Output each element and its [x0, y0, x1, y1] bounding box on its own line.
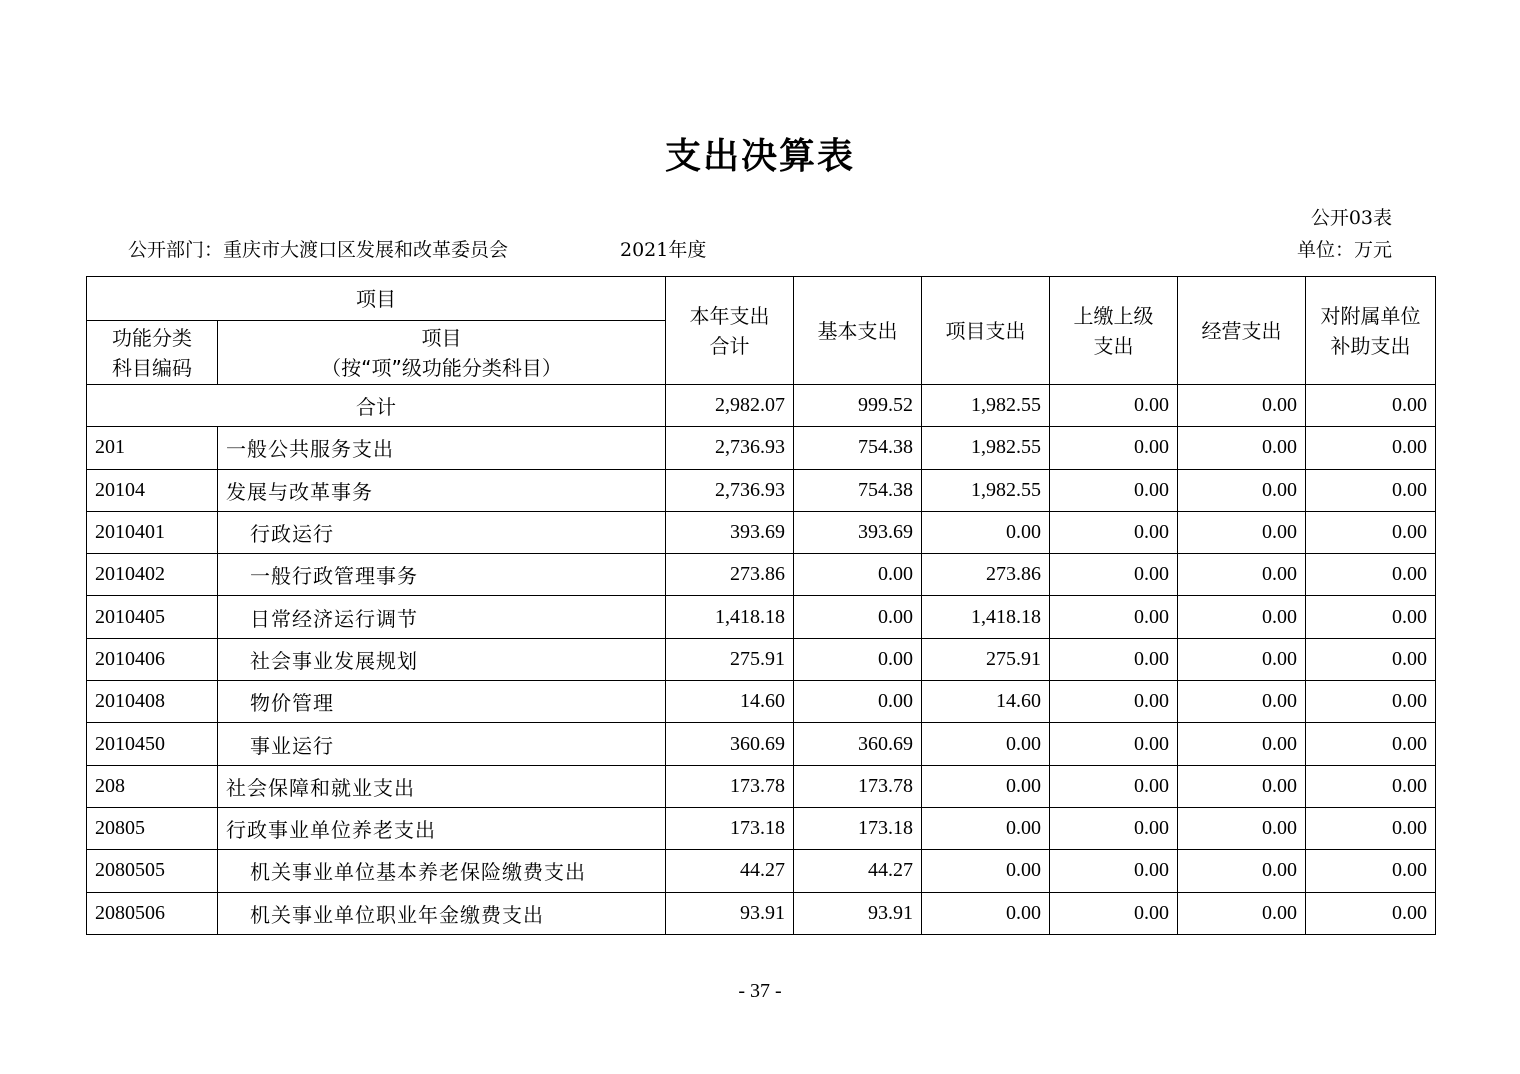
row-value: 2,736.93 [666, 427, 794, 469]
row-value: 0.00 [1050, 469, 1178, 511]
table-row [87, 765, 1436, 807]
row-name: 事业运行 [218, 723, 666, 765]
row-value: 0.00 [922, 850, 1050, 892]
header-project-group: 项目 [87, 277, 666, 321]
row-value: 0.00 [1178, 554, 1306, 596]
table-row [87, 681, 1436, 723]
row-value: 0.00 [1050, 892, 1178, 934]
row-code: 2010450 [87, 723, 218, 765]
row-value: 0.00 [1178, 596, 1306, 638]
row-value: 44.27 [666, 850, 794, 892]
row-code: 2010406 [87, 638, 218, 680]
table-row [87, 511, 1436, 553]
row-value: 0.00 [1178, 469, 1306, 511]
row-value: 0.00 [1050, 807, 1178, 849]
row-code: 20805 [87, 807, 218, 849]
row-value: 0.00 [1178, 850, 1306, 892]
row-value: 754.38 [794, 427, 922, 469]
row-value: 393.69 [794, 511, 922, 553]
row-value: 1,418.18 [666, 596, 794, 638]
row-value: 0.00 [1306, 638, 1436, 680]
row-name: 社会事业发展规划 [218, 638, 666, 680]
header-basic: 基本支出 [794, 277, 922, 385]
row-value: 0.00 [1050, 723, 1178, 765]
total-value: 0.00 [1306, 385, 1436, 427]
row-value: 0.00 [1306, 554, 1436, 596]
row-value: 44.27 [794, 850, 922, 892]
row-name: 物价管理 [218, 681, 666, 723]
row-value: 93.91 [666, 892, 794, 934]
unit-label: 单位：万元 [1296, 239, 1392, 261]
header-upper: 上缴上级 支出 [1050, 277, 1178, 385]
row-value: 0.00 [1306, 596, 1436, 638]
row-value: 14.60 [922, 681, 1050, 723]
row-code: 2080505 [87, 850, 218, 892]
row-value: 0.00 [794, 681, 922, 723]
page-title: 支出决算表 [664, 136, 855, 177]
fiscal-year-label: 2021年度 [620, 239, 707, 261]
row-code: 2010401 [87, 511, 218, 553]
row-value: 275.91 [666, 638, 794, 680]
row-value: 1,418.18 [922, 596, 1050, 638]
row-code: 208 [87, 765, 218, 807]
row-value: 0.00 [1306, 723, 1436, 765]
row-code: 2080506 [87, 892, 218, 934]
row-value: 0.00 [1178, 892, 1306, 934]
row-value: 173.18 [666, 807, 794, 849]
row-name: 发展与改革事务 [218, 469, 666, 511]
row-value: 0.00 [1178, 807, 1306, 849]
table-row [87, 892, 1436, 934]
row-value: 0.00 [922, 723, 1050, 765]
row-value: 0.00 [1306, 681, 1436, 723]
row-name: 社会保障和就业支出 [218, 765, 666, 807]
row-value: 0.00 [1050, 554, 1178, 596]
row-value: 0.00 [1306, 511, 1436, 553]
row-value: 273.86 [922, 554, 1050, 596]
row-value: 0.00 [1178, 638, 1306, 680]
row-value: 0.00 [794, 554, 922, 596]
row-value: 0.00 [1178, 723, 1306, 765]
header-total: 本年支出 合计 [666, 277, 794, 385]
row-value: 1,982.55 [922, 427, 1050, 469]
expenditure-table [86, 276, 1436, 935]
row-value: 14.60 [666, 681, 794, 723]
row-value: 360.69 [666, 723, 794, 765]
row-value: 173.78 [666, 765, 794, 807]
row-value: 0.00 [1306, 427, 1436, 469]
row-name: 行政事业单位养老支出 [218, 807, 666, 849]
row-code: 2010402 [87, 554, 218, 596]
row-value: 0.00 [1050, 596, 1178, 638]
row-value: 275.91 [922, 638, 1050, 680]
header-subsidy: 对附属单位 补助支出 [1306, 277, 1436, 385]
row-value: 0.00 [1306, 807, 1436, 849]
row-value: 0.00 [1306, 469, 1436, 511]
table-row [87, 723, 1436, 765]
row-value: 0.00 [1050, 681, 1178, 723]
row-value: 0.00 [922, 765, 1050, 807]
row-code: 2010408 [87, 681, 218, 723]
table-row [87, 469, 1436, 511]
total-row-label: 合计 [87, 385, 666, 427]
table-row [87, 554, 1436, 596]
total-row [87, 385, 1436, 427]
row-code: 2010405 [87, 596, 218, 638]
row-value: 0.00 [922, 807, 1050, 849]
total-value: 999.52 [794, 385, 922, 427]
row-value: 2,736.93 [666, 469, 794, 511]
table-row [87, 638, 1436, 680]
row-value: 0.00 [1050, 765, 1178, 807]
header-name: 项目 （按“项”级功能分类科目） [218, 321, 666, 385]
row-value: 273.86 [666, 554, 794, 596]
table-row [87, 850, 1436, 892]
row-code: 20104 [87, 469, 218, 511]
row-value: 0.00 [1050, 638, 1178, 680]
row-value: 754.38 [794, 469, 922, 511]
row-value: 93.91 [794, 892, 922, 934]
row-value: 0.00 [794, 638, 922, 680]
header-code: 功能分类 科目编码 [87, 321, 218, 385]
row-value: 0.00 [1178, 765, 1306, 807]
row-code: 201 [87, 427, 218, 469]
row-value: 0.00 [1306, 892, 1436, 934]
table-row [87, 596, 1436, 638]
row-value: 0.00 [922, 511, 1050, 553]
department-label: 公开部门：重庆市大渡口区发展和改革委员会 [128, 239, 509, 261]
row-value: 0.00 [1050, 850, 1178, 892]
row-value: 0.00 [1178, 681, 1306, 723]
header-project: 项目支出 [922, 277, 1050, 385]
total-value: 0.00 [1050, 385, 1178, 427]
row-value: 1,982.55 [922, 469, 1050, 511]
row-value: 0.00 [1050, 511, 1178, 553]
row-value: 0.00 [794, 596, 922, 638]
row-value: 0.00 [922, 892, 1050, 934]
row-name: 一般行政管理事务 [218, 554, 666, 596]
row-name: 机关事业单位职业年金缴费支出 [218, 892, 666, 934]
form-number: 公开03表 [1310, 207, 1392, 229]
row-value: 0.00 [1306, 850, 1436, 892]
header-business: 经营支出 [1178, 277, 1306, 385]
row-name: 日常经济运行调节 [218, 596, 666, 638]
row-value: 393.69 [666, 511, 794, 553]
row-value: 0.00 [1306, 765, 1436, 807]
row-value: 0.00 [1178, 511, 1306, 553]
total-value: 1,982.55 [922, 385, 1050, 427]
row-value: 173.18 [794, 807, 922, 849]
row-value: 360.69 [794, 723, 922, 765]
row-name: 一般公共服务支出 [218, 427, 666, 469]
page-number: - 37 - [738, 980, 782, 1002]
total-value: 2,982.07 [666, 385, 794, 427]
table-row [87, 807, 1436, 849]
table-row [87, 427, 1436, 469]
row-name: 行政运行 [218, 511, 666, 553]
total-value: 0.00 [1178, 385, 1306, 427]
row-value: 173.78 [794, 765, 922, 807]
row-value: 0.00 [1050, 427, 1178, 469]
row-value: 0.00 [1178, 427, 1306, 469]
row-name: 机关事业单位基本养老保险缴费支出 [218, 850, 666, 892]
